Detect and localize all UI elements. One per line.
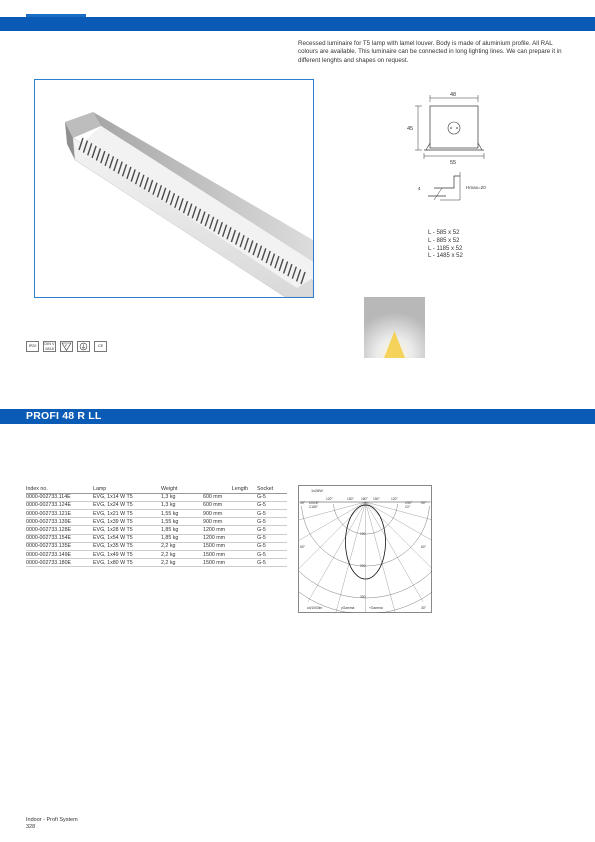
din-vde-icon: DIN V 0818 bbox=[44, 342, 55, 351]
dimension-drawing bbox=[404, 88, 514, 228]
col-header-socket: Socket bbox=[257, 485, 287, 493]
polar-unit-label: cd/1000lm bbox=[307, 606, 323, 610]
cell-length: 900 mm bbox=[203, 510, 223, 517]
dim-clip-label: 4 bbox=[418, 186, 421, 191]
cell-lamp: EVG, 1x54 W T5 bbox=[93, 535, 133, 542]
footer-section: Indoor - Profi System bbox=[26, 817, 78, 823]
cell-length: 900 mm bbox=[203, 518, 223, 525]
light-distribution-image bbox=[364, 297, 425, 358]
polar-angle-label: 60° bbox=[300, 545, 305, 549]
polar-ring-label: 200 bbox=[360, 564, 366, 568]
col-header-index: Index no. bbox=[26, 485, 93, 493]
cell-weight: 1,3 kg bbox=[161, 502, 176, 509]
table-header-row bbox=[26, 485, 287, 493]
dim-clip-range-label: Hmax=20 bbox=[466, 185, 486, 190]
cell-index: 0000-002733.139E bbox=[26, 518, 72, 525]
polar-plane-label: C90° bbox=[405, 501, 413, 505]
table-row bbox=[26, 542, 287, 550]
protection-class-icon bbox=[77, 341, 90, 352]
polar-plane-label: C0° bbox=[405, 505, 411, 509]
polar-lamp-label: 1x28W bbox=[311, 489, 323, 493]
page-footer bbox=[26, 817, 78, 831]
svg-text:F: F bbox=[65, 344, 68, 349]
dimension-item: L - 1485 x 52 bbox=[428, 253, 463, 260]
cell-weight: 1,55 kg bbox=[161, 510, 179, 517]
polar-plane-label: C180° bbox=[309, 505, 318, 509]
cell-length: 1500 mm bbox=[203, 551, 226, 558]
polar-ring-label: 300 bbox=[360, 595, 366, 599]
dimension-item: L - 585 x 52 bbox=[428, 230, 460, 236]
cell-length: 600 mm bbox=[203, 494, 223, 501]
col-header-length: Length bbox=[203, 485, 257, 493]
table-row bbox=[26, 518, 287, 526]
luminaire-illustration bbox=[35, 80, 313, 297]
product-description: Recessed luminaire for T5 lamp with lamel louver. Body is made of aluminium profile. All RAL colours are available. This luminaire can be connected in long lighting lines. We can prepare it in different lenghts and shapes on request. bbox=[298, 40, 562, 64]
cell-socket: G-5 bbox=[257, 559, 266, 566]
dimension-list bbox=[428, 230, 463, 261]
certification-icons bbox=[26, 341, 107, 352]
cell-index: 0000-002733.149E bbox=[26, 551, 72, 558]
product-title: PROFI 48 R LL bbox=[26, 410, 102, 422]
dimension-item: L - 885 x 52 bbox=[428, 237, 460, 244]
polar-angle-label: 120° bbox=[326, 497, 333, 501]
header-bar bbox=[0, 17, 595, 31]
polar-plane-label: C0/18° bbox=[309, 501, 319, 505]
table-row bbox=[26, 559, 287, 567]
page-number: 328 bbox=[26, 824, 36, 830]
cell-length: 1500 mm bbox=[203, 543, 226, 550]
cell-index: 0000-002733.135E bbox=[26, 543, 72, 550]
cell-weight: 2,2 kg bbox=[161, 559, 176, 566]
ceiling-clip bbox=[434, 176, 460, 188]
table-row bbox=[26, 501, 287, 509]
dim-bottom-label: 55 bbox=[450, 160, 457, 166]
cell-weight: 1,55 kg bbox=[161, 518, 179, 525]
cell-length: 1500 mm bbox=[203, 559, 226, 566]
cell-index: 0000-002733.180E bbox=[26, 559, 72, 566]
polar-angle-label: 120° bbox=[391, 497, 398, 501]
polar-angle-label: 30° bbox=[421, 606, 426, 610]
cell-lamp: EVG, 1x24 W T5 bbox=[93, 502, 133, 509]
cell-socket: G-5 bbox=[257, 502, 266, 509]
cell-socket: G-5 bbox=[257, 551, 266, 558]
cell-lamp: EVG, 1x14 W T5 bbox=[93, 494, 133, 501]
cell-weight: 1,85 kg bbox=[161, 535, 179, 542]
cell-lamp: EVG, 1x49 W T5 bbox=[93, 551, 133, 558]
cell-weight: 1,3 kg bbox=[161, 494, 176, 501]
cell-weight: 1,85 kg bbox=[161, 527, 179, 534]
cell-lamp: EVG, 1x28 W T5 bbox=[93, 527, 133, 534]
table-row bbox=[26, 493, 287, 501]
table-row bbox=[26, 526, 287, 534]
cell-index: 0000-002733.128E bbox=[26, 527, 72, 534]
dim-top-label: 48 bbox=[450, 92, 457, 98]
table-row bbox=[26, 551, 287, 559]
cell-index: 0000-002733.114E bbox=[26, 494, 71, 501]
cell-weight: 2,2 kg bbox=[161, 543, 176, 550]
f-mark-icon bbox=[60, 341, 73, 352]
cell-lamp: EVG, 1x39 W T5 bbox=[93, 518, 133, 525]
polar-ring-label: 100 bbox=[360, 532, 366, 536]
ip20-icon: IP20 bbox=[26, 341, 39, 352]
table-row bbox=[26, 534, 287, 542]
cell-lamp: EVG, 1x21 W T5 bbox=[93, 510, 133, 517]
cell-index: 0000-002733.124E bbox=[26, 502, 72, 509]
product-photo bbox=[34, 79, 314, 298]
col-header-lamp: Lamp bbox=[93, 485, 161, 493]
table-row bbox=[26, 510, 287, 518]
cell-socket: G-5 bbox=[257, 510, 266, 517]
ce-icon: CE bbox=[94, 341, 107, 352]
polar-angle-label: 150° bbox=[373, 497, 380, 501]
polar-angle-label: 90° bbox=[300, 501, 305, 505]
cell-socket: G-5 bbox=[257, 527, 266, 534]
polar-angle-label: 180° bbox=[361, 497, 368, 501]
dim-side-label: 45 bbox=[407, 126, 414, 132]
cell-length: 1200 mm bbox=[203, 535, 226, 542]
col-header-weight: Weight bbox=[161, 485, 203, 493]
polar-gamma-label: +Gamma bbox=[369, 606, 383, 610]
cell-socket: G-5 bbox=[257, 494, 266, 501]
cell-socket: G-5 bbox=[257, 518, 266, 525]
cell-weight: 2,2 kg bbox=[161, 551, 176, 558]
cell-socket: G-5 bbox=[257, 535, 266, 542]
cell-length: 1200 mm bbox=[203, 527, 226, 534]
polar-angle-label: 150° bbox=[347, 497, 354, 501]
profile-body bbox=[430, 106, 478, 148]
cell-index: 0000-002733.121E bbox=[26, 510, 72, 517]
cell-index: 0000-002733.154E bbox=[26, 535, 72, 542]
polar-angle-label: 90° bbox=[421, 501, 426, 505]
polar-diagram bbox=[298, 485, 432, 613]
cell-length: 600 mm bbox=[203, 502, 223, 509]
cell-lamp: EVG, 1x35 W T5 bbox=[93, 543, 133, 550]
spec-table bbox=[26, 485, 287, 567]
cell-socket: G-5 bbox=[257, 543, 266, 550]
polar-gamma-label: γGamma bbox=[341, 606, 355, 610]
polar-angle-label: 60° bbox=[421, 545, 426, 549]
cell-lamp: EVG, 1x80 W T5 bbox=[93, 559, 133, 566]
dimension-item: L - 1185 x 52 bbox=[428, 245, 463, 252]
